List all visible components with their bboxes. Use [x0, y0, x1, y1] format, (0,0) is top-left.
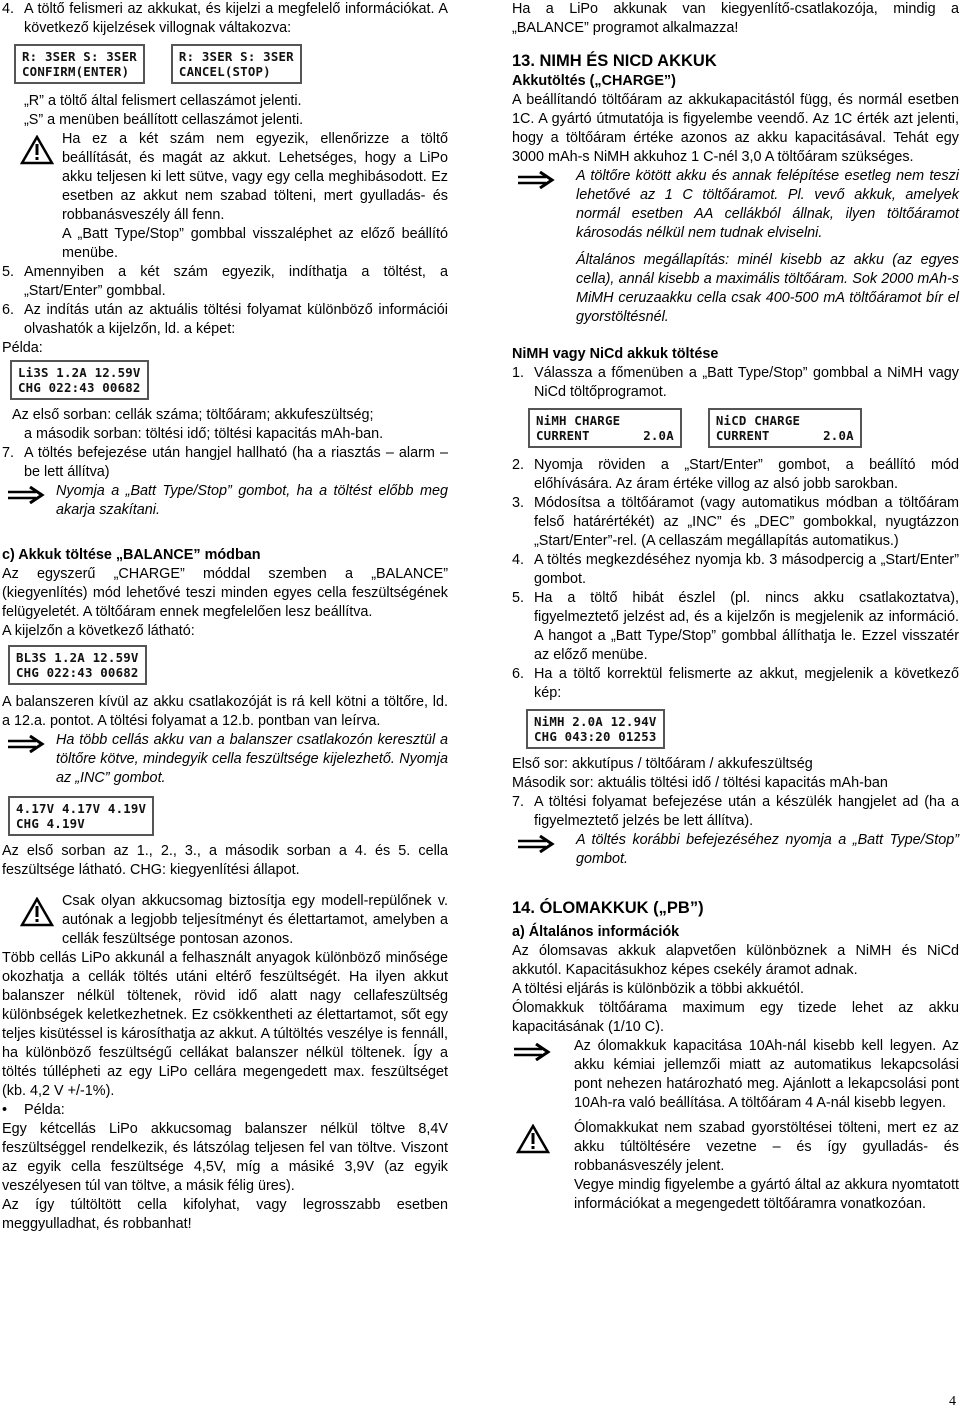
row2-description: Második sor: aktuális töltési idő / töltési kapacitás mAh-ban: [512, 775, 888, 791]
example-label: Példa:: [2, 340, 43, 356]
step-text: A töltő felismeri az akkukat, és kijelzi a megfelelő információkat. A következő kijelzések villognak váltakozva:: [24, 1, 448, 36]
subheading-nimh: NiMH vagy NiCd akkuk töltése: [512, 346, 719, 362]
nimh-step-1: 1. Válassza a főmenüben a „Batt Type/Stop” gombbal a NiMH vagy NiCd töltőprogramot.: [512, 365, 959, 400]
balance-paragraph-1: Az egyszerű „CHARGE” móddal szemben a „BALANCE” (kiegyenlítés) mód lehetővé teszi minden egyes cella feszültségének felügyeletét. A töltőáram ennek megfelelően lesz beállítva.: [2, 566, 448, 620]
lcd-nimh-nicd: [528, 408, 959, 448]
heading-14: 14. ÓLOMAKKUK („PB”): [512, 899, 704, 917]
second-row-desc: a második sorban: töltési idő; töltési kapacitás mAh-ban.: [24, 426, 384, 442]
arrow-note-3: A töltőre kötött akku és annak felépítése esetleg nem teszi lehetővé az 1 C töltőáramot. Pl. vevő akkuk, amelyek normál esetben AA cellákból állnak, ilyen töltőáramot károsodás nélkül nem tudnak elviselni. Általános megállapítás: minél kisebb az akku (az egyes cella), annál kisebb a maximális töltőáram. Sok 2000 mAh-s MiMH ceruzaakku cella csak 400-500 mA töltőáramot bír el gyorstöltésnél.: [512, 167, 959, 327]
final-paragraph: Az így túltöltött cella kifolyhat, vagy legrosszabb esetben meggyulladhat, és robbanhat!: [2, 1197, 448, 1232]
right-arrow-icon: [516, 171, 564, 195]
lcd-nimh-charge: NiMH CHARGE CURRENT 2.0A: [528, 408, 682, 448]
step-6: 6. Az indítás után az aktuális töltési folyamat különböző információi olvashatók a kijelzőn, ld. a képet:: [2, 302, 448, 337]
lcd-li3s: Li3S 1.2A 12.59V CHG 022:43 00682: [10, 360, 149, 400]
lcd-confirm: R: 3SER S: 3SER CONFIRM(ENTER): [14, 44, 145, 84]
arrow-note-2: Ha több cellás akku van a balanszer csatlakozón keresztül a töltőre kötve, mindegyik cella feszültsége kijelezhető. Nyomja az „INC” gombot.: [2, 731, 448, 788]
page-number: 4: [949, 1394, 956, 1409]
balance-heading: c) Akkuk töltése „BALANCE” módban: [2, 547, 261, 563]
nimh-step-2: 2. Nyomja röviden a „Start/Enter” gombot, a beállító mód előhívására. Az áram értéke villog az alsó jobb sarokban.: [512, 457, 959, 492]
charge-paragraph: A beállítandó töltőáram az akkukapacitástól függ, és normál esetben 1C. A gyártó útmutatója is figyelembe veendő. Az 1C érték azt jelenti, hogy a töltőáram értéke azonos az akku kapacitásával. Tehát egy 3000 mAh-s NiMH akkuhoz 1 C-nél 3,0 A töltőáram szükséges.: [512, 92, 959, 165]
warning-block-3: Ólomakkukat nem szabad gyorstöltései tölteni, mert ez az akku túltöltésére vezetne – és így gyulladás- és robbanásveszély jelent. Vegye mindig figyelembe a gyártó által az akkura nyomtatott információkat a megengedett töltőáramra vonatkozóan.: [512, 1119, 959, 1214]
nimh-step-3: 3. Módosítsa a töltőáramot (vagy automatikus módban a töltőáram felső határértékét) az „INC” és „DEC” gombokkal, nyugtázzon „Start/Enter”-rel. (A cellaszám megállapítás automatikus.): [512, 495, 959, 549]
arrow-note-1: Nyomja a „Batt Type/Stop” gombot, ha a töltést előbb meg akarja szakítani.: [2, 482, 448, 520]
lcd-cells-wrap: [8, 796, 448, 836]
warning-block-2: [2, 892, 448, 949]
heading-13: 13. NIMH ÉS NICD AKKUK: [512, 52, 717, 70]
arrow-note-4: A töltés korábbi befejezéséhez nyomja a „Batt Type/Stop” gombot.: [512, 831, 959, 869]
balance-paragraph-3: A balanszeren kívül az akku csatlakozóját is rá kell kötni a töltőre, ld. a 12.a. pontot. A töltési folyamat a 12.b. pontban van leírva.: [2, 694, 448, 729]
right-arrow-icon: [512, 1043, 562, 1067]
warning-triangle-icon: [20, 897, 54, 933]
row1-description: Első sor: akkutípus / töltőáram / akkufeszültség: [512, 756, 813, 772]
warning-text: Ha ez a két szám nem egyezik, ellenőrizze a töltő beállítását, és magát az akkut. Lehetséges, hogy a LiPo akku teljesen ki lett sütve, vagy egy cella meghibásodott. Ez esetben az akkut nem szabad tölteni, mert gyulladás- és robbanásveszély áll fenn.: [62, 131, 448, 223]
warning-text: Csak olyan akkucsomag biztosítja egy modell-repülőnek v. autónak a legjobb teljesítményt és élettartamot, amelyben a cellák feszültsége pontosan azonos.: [62, 893, 448, 947]
lcd-nimh2-wrap: [526, 709, 959, 749]
right-arrow-icon: [6, 735, 46, 759]
warning-text-back: A „Batt Type/Stop” gombbal visszaléphet az előző beállító menübe.: [62, 226, 448, 261]
r-explanation: „R” a töltő által felismert cellaszámot jelenti.: [24, 93, 302, 109]
lcd-nimh-progress: NiMH 2.0A 12.94V CHG 043:20 01253: [526, 709, 665, 749]
lcd-nicd-charge: NiCD CHARGE CURRENT 2.0A: [708, 408, 862, 448]
right-arrow-icon: [516, 835, 564, 859]
first-row-desc: Az első sorban: cellák száma; töltőáram; akkufeszültség;: [12, 407, 374, 423]
warning-triangle-icon: [20, 135, 54, 171]
lcd-bl3s: BL3S 1.2A 12.59V CHG 022:43 00682: [8, 645, 147, 685]
pb-paragraph-3: Ólomakkuk töltőárama maximum egy tizede lehet az akku kapacitásának (1/10 C).: [512, 1000, 959, 1035]
nimh-step-6: 6. Ha a töltő korrektül felismerte az akkut, megjelenik a következő kép:: [512, 666, 959, 701]
left-column: [2, 0, 448, 1234]
nimh-step-7: 7. A töltési folyamat befejezése után a készülék hangjelet ad (ha a figyelmeztető jelzés be lett állítva).: [512, 794, 959, 829]
right-column: [512, 0, 959, 1214]
intro-paragraph: Ha a LiPo akkunak van kiegyenlítő-csatlakozója, mindig a „BALANCE” programot alkalmazza!: [512, 1, 959, 36]
warning-block-1: [2, 130, 448, 263]
step-4: [2, 0, 448, 38]
balance-paragraph-2: A kijelzőn a következő látható:: [2, 623, 195, 639]
lcd-confirm-cancel: [14, 44, 448, 84]
subheading-general: a) Általános információk: [512, 924, 680, 940]
nimh-step-4: 4. A töltés megkezdéséhez nyomja kb. 3 másodpercig a „Start/Enter” gombot.: [512, 552, 959, 587]
lcd-cells: 4.17V 4.17V 4.19V CHG 4.19V: [8, 796, 154, 836]
step-7: 7. A töltés befejezése után hangjel hallható (ha a riasztás – alarm – be lett állítva): [2, 445, 448, 480]
lcd-li3s-wrap: [10, 360, 448, 400]
arrow-note-5: Az ólomakkuk kapacitása 10Ah-nál kisebb kell legyen. Az akku kémiai jellemzői miatt az automatikus lekapcsolási pont nehezen határozható meg. Ajánlott a lekapcsolási pont 10Ah-ra való beállítása. A töltőáram 4 A-nál kisebb legyen.: [512, 1037, 959, 1113]
s-explanation: „S” a menüben beállított cellaszámot jelenti.: [24, 112, 304, 128]
bullet-example: • Példa:: [2, 1102, 65, 1118]
step-number: 4.: [2, 1, 15, 17]
step-5: 5. Amennyiben a két szám egyezik, indíthatja a töltést, a „Start/Enter” gombbal.: [2, 264, 448, 299]
example-paragraph: Egy kétcellás LiPo akkucsomag balanszer nélkül töltve 8,4V feszültséggel rendelkezik, és látszólag teljesen fel van töltve. Viszont az egyik cella feszültsége 4,5V, míg a másiké 3,9V (az egyik veszélyesen túl van töltve, a másik félig üres).: [2, 1121, 448, 1194]
warning-triangle-icon: [516, 1124, 556, 1160]
nimh-step-5: 5. Ha a töltő hibát észlel (pl. nincs akku csatlakoztatva), figyelmeztető jelzést ad, és a kijelzőn is megjelenik az információ. A hangot a „Batt Type/Stop” gombbal állíthatja le. Ezzel visszatér az előző menübe.: [512, 590, 959, 663]
lipo-paragraph: Több cellás LiPo akkunál a felhasznált anyagok különböző minősége okozhatja a cellák töltés utáni eltérő feszültségét. Ha ilyen akkut balanszer nélkül töltenek, rövid idő alatt nagy cellafeszültség különbségek keletkezhetnek. Ez csökkentheti az élettartamot, sőt egy teljes kisütéssel is károsíthatja az akkut. A túltöltés veszélye is fennáll, ha különböző feszültségű cellákat balanszer nélkül töltenek. Így a töltés túllépheti az egy LiPo cellára megengedett max. feszültséget (kb. 4,2 V +/-1%).: [2, 950, 448, 1099]
subheading-charge: Akkutöltés („CHARGE”): [512, 73, 676, 89]
pb-paragraph-1: Az ólomsavas akkuk alapvetően különböznek a NiMH és NiCd akkutól. Kapacitásukhoz képes csekély áramot adnak.: [512, 943, 959, 978]
right-arrow-icon: [6, 486, 46, 510]
cells-description: Az első sorban az 1., 2., 3., a második sorban a 4. és 5. cella feszültsége látható. CHG: kiegyenlítési állapot.: [2, 843, 448, 878]
lcd-cancel: R: 3SER S: 3SER CANCEL(STOP): [171, 44, 302, 84]
pb-paragraph-2: A töltési eljárás is különbözik a többi akkuétól.: [512, 981, 804, 997]
lcd-bl3s-wrap: [8, 645, 448, 685]
